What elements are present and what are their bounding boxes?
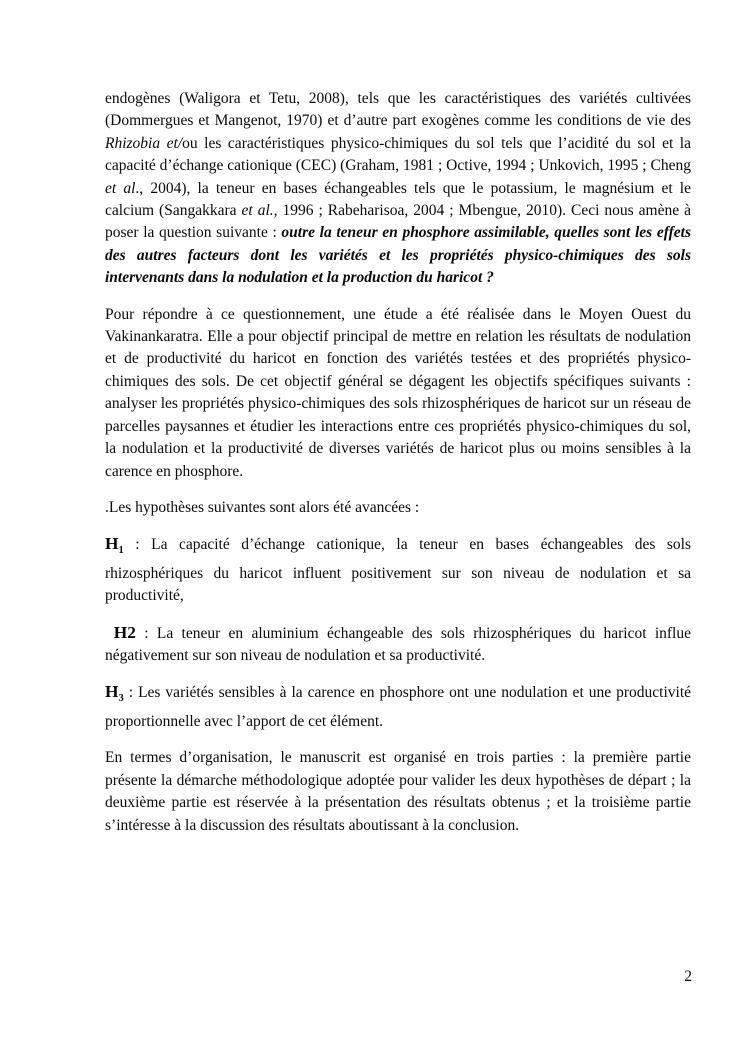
text-run: outre la teneur en phosphore assimilable, quelles sont les effets des autres facteurs dont les variétés et les propriétés physico-chimiques des sols intervenants dans la nodulation et la production du haricot ?: [105, 224, 691, 287]
paragraph: [105, 88, 691, 290]
text-run: 1996 ; Rabeharisoa, 2004 ; Mbengue, 2010). Ceci nous amène à poser la question suivante :: [105, 202, 691, 242]
text-run: .Les hypothèses suivantes sont alors été avancées :: [105, 498, 420, 516]
paragraph: [105, 681, 691, 733]
text-run: 3: [118, 693, 124, 705]
text-run: 1: [118, 545, 124, 557]
paragraph: [105, 747, 691, 837]
document-content: [105, 88, 691, 851]
paragraph: [105, 304, 691, 483]
text-run: et al.,: [241, 202, 283, 220]
text-run: ., 2004), la teneur en bases échangeables tels que le potassium, le magnésium et le calcium (Sangakkara: [105, 179, 691, 220]
paragraph: [105, 622, 691, 668]
text-run: : Les variétés sensibles à la carence en phosphore ont une nodulation et une productivité proportionnelle avec l’apport de cet élément.: [105, 684, 691, 730]
text-run: Rhizobia et/: [105, 134, 183, 152]
paragraph: [105, 497, 691, 519]
text-run: H: [105, 534, 119, 554]
text-run: En termes d’organisation, le manuscrit est organisé en trois parties : la première partie présente la démarche méthodologique adoptée pour valider les deux hypothèses de départ ; la deuxième partie est réservée à la présentation des résultats obtenus ; et la troisième partie s’intéresse à la discussion des résultats aboutissant à la conclusion.: [105, 749, 691, 834]
text-run: H2: [105, 622, 136, 642]
text-run: endogènes (Waligora et Tetu, 2008), tels que les caractéristiques des variétés cultivées (Dommergues et Mangenot, 1970) et d’autre part exogènes comme les conditions de vie des: [105, 90, 691, 130]
page-number: 2: [684, 968, 692, 985]
text-run: : La capacité d’échange cationique, la teneur en bases échangeables des sols rhizosphériques du haricot influent positivement sur son niveau de nodulation et sa productivité,: [105, 536, 691, 605]
text-run: H: [105, 682, 119, 702]
text-run: : La teneur en aluminium échangeable des sols rhizosphériques du haricot influe négativement sur son niveau de nodulation et sa productivité.: [105, 624, 691, 665]
text-run: et al: [105, 179, 136, 197]
text-run: ou les caractéristiques physico-chimiques du sol tels que l’acidité du sol et la capacité d’échange cationique (CEC) (Graham, 1981 ; Octive, 1994 ; Unkovich, 1995 ; Cheng: [105, 134, 691, 175]
paragraph: [105, 533, 691, 607]
text-run: Pour répondre à ce questionnement, une étude a été réalisée dans le Moyen Ouest du Vakinankaratra. Elle a pour objectif principal de mettre en relation les résultats de nodulation et de productivité du haricot en fonction des variétés testées et des propriétés physico-chimiques des sols. De cet objectif général se dégagent les objectifs spécifiques suivants : analyser les propriétés physico-chimiques des sols rhizosphériques de haricot sur un réseau de parcelles paysannes et étudier les interactions entre ces propriétés physico-chimiques du sol, la nodulation et la productivité de diverses variétés de haricot plus ou moins sensibles à la carence en phosphore.: [105, 305, 691, 480]
